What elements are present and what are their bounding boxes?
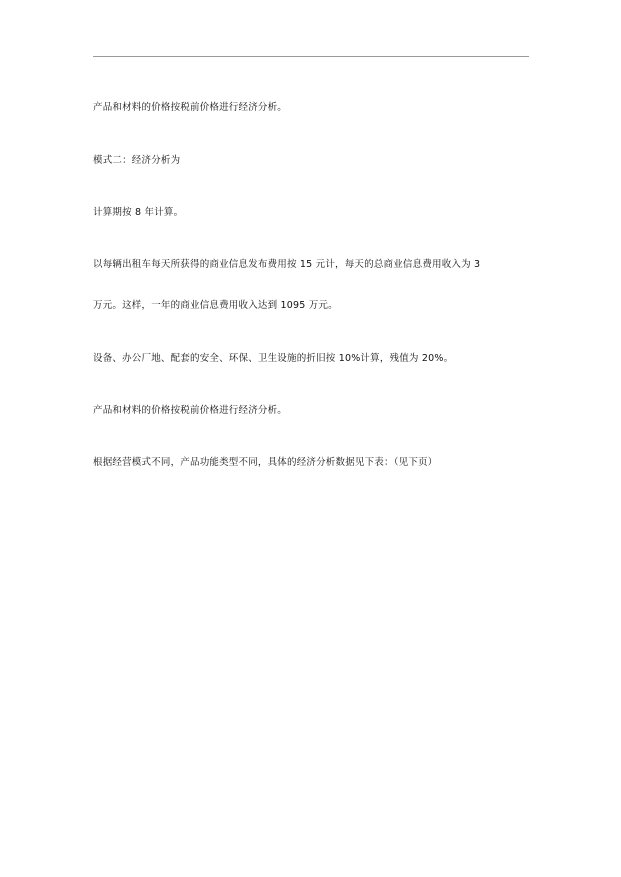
paragraph-mode-two-heading: 模式二：经济分析为 — [93, 155, 181, 166]
paragraph-annual-revenue: 万元。这样，一年的商业信息费用收入达到 1095 万元。 — [93, 300, 338, 311]
paragraph-pricing-basis-repeat: 产品和材料的价格按税前价格进行经济分析。 — [93, 405, 288, 416]
paragraph-table-reference: 根据经营模式不同，产品功能类型不同，具体的经济分析数据见下表：（见下页） — [93, 457, 438, 468]
paragraph-calculation-period: 计算期按 8 年计算。 — [93, 207, 184, 218]
header-divider — [93, 56, 529, 57]
paragraph-daily-revenue: 以每辆出租车每天所获得的商业信息发布费用按 15 元计，每天的总商业信息费用收入为 3 — [93, 259, 481, 270]
paragraph-depreciation: 设备、办公厂地、配套的安全、环保、卫生设施的折旧按 10%计算，残值为 20%。 — [93, 353, 454, 364]
paragraph-pricing-basis: 产品和材料的价格按税前价格进行经济分析。 — [93, 102, 288, 113]
